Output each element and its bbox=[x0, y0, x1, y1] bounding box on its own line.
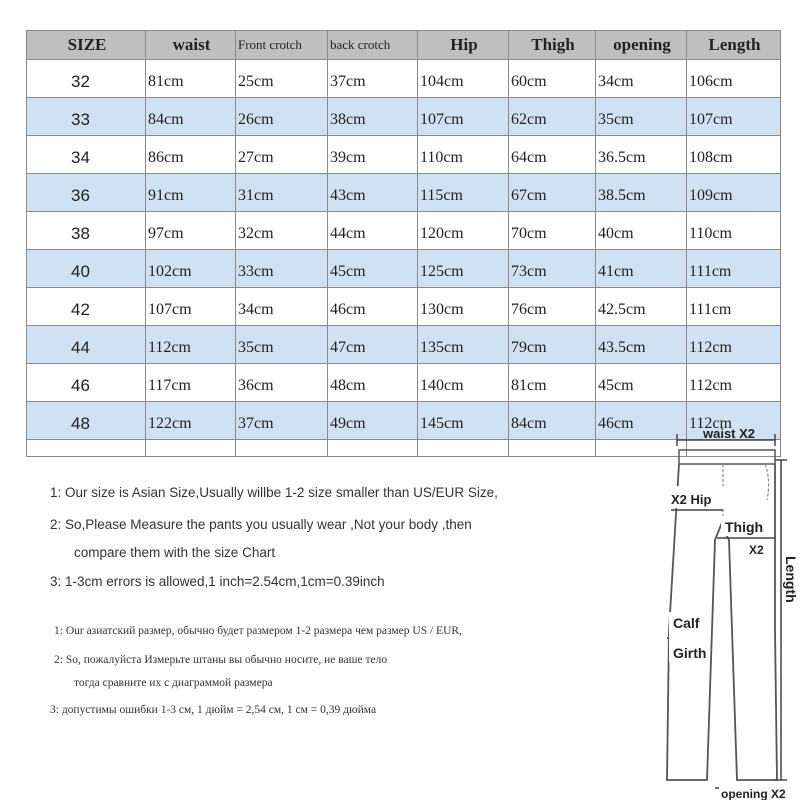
cell-thigh: 62cm bbox=[509, 98, 596, 136]
header-thigh: Thigh bbox=[509, 31, 596, 60]
cell-thigh: 73cm bbox=[509, 250, 596, 288]
cell-waist: 117cm bbox=[146, 364, 236, 402]
cell-back-crotch: 44cm bbox=[328, 212, 418, 250]
header-opening: opening bbox=[596, 31, 687, 60]
cell-waist: 122cm bbox=[146, 402, 236, 440]
cell-waist: 81cm bbox=[146, 60, 236, 98]
cell-hip: 140cm bbox=[418, 364, 509, 402]
note-en-3: 3: 1-3cm errors is allowed,1 inch=2.54cm,1cm=0.39inch bbox=[50, 574, 385, 589]
cell-back-crotch: 46cm bbox=[328, 288, 418, 326]
cell-front-crotch: 33cm bbox=[236, 250, 328, 288]
cell-front-crotch: 27cm bbox=[236, 136, 328, 174]
cell-thigh: 60cm bbox=[509, 60, 596, 98]
label-opening: opening X2 bbox=[721, 787, 786, 800]
cell-waist: 84cm bbox=[146, 98, 236, 136]
note-en-2: 2: So,Please Measure the pants you usually wear ,Not your body ,then bbox=[50, 517, 472, 532]
cell-back-crotch: 45cm bbox=[328, 250, 418, 288]
cell-thigh: 81cm bbox=[509, 364, 596, 402]
cell-size: 40 bbox=[27, 250, 146, 288]
cell-opening: 34cm bbox=[596, 60, 687, 98]
cell-thigh: 76cm bbox=[509, 288, 596, 326]
table-row bbox=[27, 174, 781, 212]
cell-hip: 110cm bbox=[418, 136, 509, 174]
header-back-crotch: back crotch bbox=[328, 31, 418, 60]
cell-back-crotch: 49cm bbox=[328, 402, 418, 440]
table-row bbox=[27, 98, 781, 136]
cell-thigh: 70cm bbox=[509, 212, 596, 250]
cell-hip: 107cm bbox=[418, 98, 509, 136]
cell-front-crotch: 31cm bbox=[236, 174, 328, 212]
label-length: Length bbox=[783, 556, 799, 603]
cell-back-crotch: 38cm bbox=[328, 98, 418, 136]
cell-size: 34 bbox=[27, 136, 146, 174]
note-ru-2: 2: So, пожалуйста Измерьте штаны вы обычно носите, не ваше тело bbox=[54, 654, 388, 666]
cell-hip: 115cm bbox=[418, 174, 509, 212]
cell-size: 32 bbox=[27, 60, 146, 98]
empty-cell bbox=[146, 440, 236, 457]
table-row bbox=[27, 250, 781, 288]
cell-length: 111cm bbox=[687, 288, 781, 326]
table-row bbox=[27, 136, 781, 174]
cell-front-crotch: 26cm bbox=[236, 98, 328, 136]
table-row bbox=[27, 364, 781, 402]
cell-back-crotch: 39cm bbox=[328, 136, 418, 174]
cell-length: 110cm bbox=[687, 212, 781, 250]
pants-measurement-diagram bbox=[655, 420, 800, 800]
cell-waist: 102cm bbox=[146, 250, 236, 288]
empty-cell bbox=[328, 440, 418, 457]
cell-back-crotch: 48cm bbox=[328, 364, 418, 402]
empty-cell bbox=[236, 440, 328, 457]
cell-size: 38 bbox=[27, 212, 146, 250]
cell-thigh: 67cm bbox=[509, 174, 596, 212]
cell-opening: 43.5cm bbox=[596, 326, 687, 364]
label-calf: Calf bbox=[673, 615, 700, 631]
cell-opening: 41cm bbox=[596, 250, 687, 288]
cell-length: 112cm bbox=[687, 364, 781, 402]
cell-length: 108cm bbox=[687, 136, 781, 174]
cell-length: 112cm bbox=[687, 326, 781, 364]
cell-thigh: 64cm bbox=[509, 136, 596, 174]
table-header-row bbox=[27, 31, 781, 60]
cell-front-crotch: 36cm bbox=[236, 364, 328, 402]
label-thigh: Thigh bbox=[725, 519, 764, 535]
size-chart-table bbox=[26, 30, 781, 457]
cell-length: 112cm bbox=[687, 402, 781, 440]
cell-waist: 112cm bbox=[146, 326, 236, 364]
cell-length: 111cm bbox=[687, 250, 781, 288]
cell-thigh: 79cm bbox=[509, 326, 596, 364]
cell-size: 36 bbox=[27, 174, 146, 212]
cell-waist: 86cm bbox=[146, 136, 236, 174]
cell-back-crotch: 47cm bbox=[328, 326, 418, 364]
note-ru-3: 3: допустимы ошибки 1-3 см, 1 дюйм = 2,54 см, 1 см = 0,39 дюйма bbox=[50, 704, 377, 716]
cell-opening: 42.5cm bbox=[596, 288, 687, 326]
cell-size: 46 bbox=[27, 364, 146, 402]
cell-hip: 120cm bbox=[418, 212, 509, 250]
cell-hip: 145cm bbox=[418, 402, 509, 440]
header-waist: waist bbox=[146, 31, 236, 60]
cell-length: 109cm bbox=[687, 174, 781, 212]
cell-opening: 46cm bbox=[596, 402, 687, 440]
cell-front-crotch: 25cm bbox=[236, 60, 328, 98]
cell-length: 107cm bbox=[687, 98, 781, 136]
label-waist: waist X2 bbox=[703, 426, 756, 441]
cell-back-crotch: 37cm bbox=[328, 60, 418, 98]
empty-cell bbox=[418, 440, 509, 457]
cell-size: 44 bbox=[27, 326, 146, 364]
cell-thigh: 84cm bbox=[509, 402, 596, 440]
cell-size: 33 bbox=[27, 98, 146, 136]
table-row bbox=[27, 288, 781, 326]
note-en-2-cont: compare them with the size Chart bbox=[74, 545, 276, 560]
cell-length: 106cm bbox=[687, 60, 781, 98]
cell-opening: 35cm bbox=[596, 98, 687, 136]
cell-back-crotch: 43cm bbox=[328, 174, 418, 212]
empty-cell bbox=[27, 440, 146, 457]
cell-front-crotch: 32cm bbox=[236, 212, 328, 250]
cell-waist: 91cm bbox=[146, 174, 236, 212]
note-en-1: 1: Our size is Asian Size,Usually willbe 1-2 size smaller than US/EUR Size, bbox=[50, 485, 498, 500]
cell-front-crotch: 34cm bbox=[236, 288, 328, 326]
cell-size: 48 bbox=[27, 402, 146, 440]
cell-waist: 107cm bbox=[146, 288, 236, 326]
cell-hip: 104cm bbox=[418, 60, 509, 98]
header-front-crotch: Front crotch bbox=[236, 31, 328, 60]
table-row bbox=[27, 326, 781, 364]
header-hip: Hip bbox=[418, 31, 509, 60]
cell-opening: 38.5cm bbox=[596, 174, 687, 212]
cell-size: 42 bbox=[27, 288, 146, 326]
label-girth: Girth bbox=[673, 645, 707, 661]
cell-front-crotch: 35cm bbox=[236, 326, 328, 364]
cell-opening: 45cm bbox=[596, 364, 687, 402]
cell-hip: 130cm bbox=[418, 288, 509, 326]
header-size: SIZE bbox=[27, 31, 146, 60]
header-length: Length bbox=[687, 31, 781, 60]
table-row bbox=[27, 60, 781, 98]
cell-opening: 40cm bbox=[596, 212, 687, 250]
cell-hip: 125cm bbox=[418, 250, 509, 288]
label-thigh-x2: X2 bbox=[749, 543, 764, 557]
label-hip: X2 Hip bbox=[671, 492, 712, 507]
cell-hip: 135cm bbox=[418, 326, 509, 364]
empty-cell bbox=[509, 440, 596, 457]
note-ru-2-cont: тогда сравните их с диаграммой размера bbox=[74, 677, 273, 689]
table-row bbox=[27, 212, 781, 250]
cell-waist: 97cm bbox=[146, 212, 236, 250]
note-ru-1: 1: Our азиатский размер, обычно будет размером 1-2 размера чем размер US / EUR, bbox=[54, 625, 462, 637]
cell-front-crotch: 37cm bbox=[236, 402, 328, 440]
cell-opening: 36.5cm bbox=[596, 136, 687, 174]
